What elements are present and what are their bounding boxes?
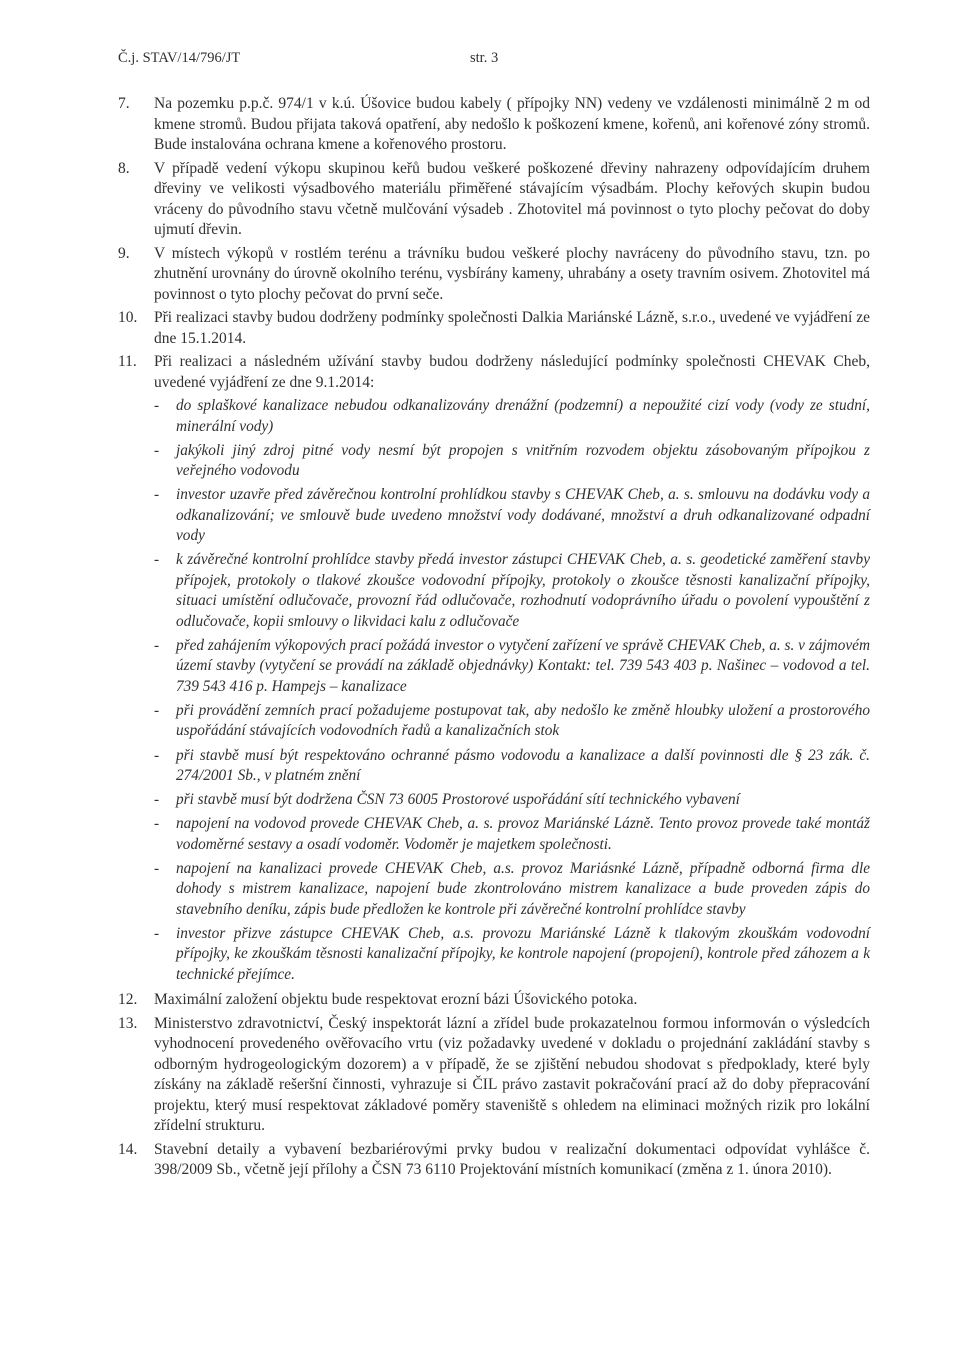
page-number: str. 3 — [470, 50, 499, 66]
list-dash: - — [154, 791, 160, 809]
item-number: 10. — [118, 309, 138, 326]
list-item — [154, 485, 870, 547]
list-item-text: investor uzavře před závěrečnou kontrolní prohlídkou stavby s CHEVAK Cheb, a. s. smlouvu na dodávku vody a odkanalizování; ve smlouvě bude uvedeno množství vody dodávané, množství a druh odkanalizované odpadní vody — [176, 486, 870, 545]
list-dash: - — [154, 486, 160, 504]
item-text: V místech výkopů v rostlém terénu a trávníku budou veškeré plochy navráceny do původního stavu, tzn. po zhutnění urovnány do úrovně okolního terénu, vysbírány kameny, uhrabány a osety travním osivem. Zhotovitel má povinnost o tyto plochy pečovat do první seče. — [154, 244, 870, 303]
list-item-text: napojení na vodovod provede CHEVAK Cheb, a. s. provoz Mariánské Lázně. Tento provoz provede také montáž vodoměrné sestavy a osadí vodoměr. Vodoměr je majetkem společnosti. — [176, 815, 870, 853]
list-dash: - — [154, 551, 160, 569]
list-item-text: napojení na kanalizaci provede CHEVAK Cheb, a.s. provoz Mariásnké Lázně, případně odborná firma dle dohody s mistrem kanalizace, napojení bude zkontrolováno mistrem kanalizace a bude proveden zápis do stavebního deníku, zápis bude předložen ke kontrole při závěrečné kontrolní prohlídce stavby — [176, 859, 870, 918]
list-dash: - — [154, 746, 160, 764]
condition-item-8 — [118, 159, 870, 241]
list-item — [154, 814, 870, 855]
item-text: Na pozemku p.p.č. 974/1 v k.ú. Úšovice budou kabely ( přípojky NN) vedeny ve vzdálenosti minimálně 2 m od kmene stromů. Budou přijata taková opatření, aby nedošlo k poškození kmene, kořenů, ani kořenové zóny stromů. Bude instalována ochrana kmene a kořenového prostoru. — [154, 95, 870, 153]
list-dash: - — [154, 924, 160, 942]
chevak-conditions-list — [154, 396, 870, 985]
condition-item-9 — [118, 244, 870, 306]
list-item-text: jakýkoli jiný zdroj pitné vody nesmí být propojen s vnitřním rozvodem objektu zásobovaným přípojkou z veřejného vodovodu — [176, 441, 870, 480]
list-item — [154, 790, 870, 811]
list-item — [154, 550, 870, 632]
item-number: 8. — [118, 159, 130, 177]
item-number: 7. — [118, 95, 130, 112]
list-item-text: do splaškové kanalizace nebudou odkanalizovány drenážní (podzemní) a nepoužité cizí vody (vody ze studní, minerální vody) — [176, 397, 870, 435]
item-text: Při realizaci a následném užívání stavby budou dodrženy následující podmínky společnosti CHEVAK Cheb, uvedené vyjádření ze dne 9.1.2014: — [154, 353, 870, 391]
list-dash: - — [154, 441, 160, 459]
item-number: 9. — [118, 244, 130, 262]
condition-item-13 — [118, 1014, 870, 1137]
item-number: 14. — [118, 1140, 138, 1158]
list-item-text: k závěrečné kontrolní prohlídce stavby předá investor zástupci CHEVAK Cheb, a. s. geodetické zaměření stavby přípojek, protokoly o tlakové zkoušce vodovodní přípojky, protokoly o zkoušce těsnosti kanalizační přípojky, situaci umístění odlučovače, provozní řád odlučovače, rozhodnutí vodoprávního úřadu o povolení vypouštění z odlučovače, kopii smlouvy o likvidaci kalu z odlučovače — [176, 551, 870, 630]
list-item-text: při stavbě musí být dodržena ČSN 73 6005 Prostorové uspořádání sítí technického vybavení — [176, 791, 740, 809]
item-text: Při realizaci stavby budou dodrženy podmínky společnosti Dalkia Mariánské Lázně, s.r.o., uvedené ve vyjádření ze dne 15.1.2014. — [154, 309, 870, 347]
condition-item-11 — [118, 352, 870, 985]
list-item — [154, 636, 870, 698]
conditions-list — [118, 94, 870, 1184]
condition-item-10 — [118, 308, 870, 349]
list-item — [154, 746, 870, 787]
list-item-text: investor přizve zástupce CHEVAK Cheb, a.s. provozu Mariánské Lázně k tlakovým zkouškám vodovodní přípojky, ke zkouškám těsnosti kanalizační přípojky, ke kontrole napojení (propojení), kontrole před záhozem a k technické přejímce. — [176, 924, 870, 983]
item-number: 13. — [118, 1014, 138, 1032]
list-item — [154, 441, 870, 482]
item-number: 12. — [118, 991, 138, 1009]
list-item — [154, 396, 870, 437]
list-item-text: při stavbě musí být respektováno ochranné pásmo vodovodu a kanalizace a další povinnosti dle § 23 zák. č. 274/2001 Sb., v platném znění — [176, 746, 870, 785]
list-item — [154, 924, 870, 986]
condition-item-7 — [118, 94, 870, 156]
list-dash: - — [154, 397, 160, 414]
list-item — [154, 701, 870, 742]
condition-item-14 — [118, 1140, 870, 1181]
item-text: Stavební detaily a vybavení bezbariérovými prvky budou v realizační dokumentaci odpovídat vyhlášce č. 398/2009 Sb., včetně její přílohy a ČSN 73 6110 Projektování místních komunikací (změna z 1. února 2010). — [154, 1140, 870, 1179]
list-dash: - — [154, 859, 160, 877]
item-text: Maximální založení objektu bude respektovat erozní bázi Úšovického potoka. — [154, 991, 638, 1009]
item-number: 11. — [118, 353, 137, 370]
list-item — [154, 859, 870, 921]
document-reference: Č.j. STAV/14/796/JT — [118, 50, 241, 66]
list-item-text: před zahájením výkopových prací požádá investor o vytyčení zařízení ve správě CHEVAK Cheb, a. s. v zájmovém území stavby (vytyčení se provádí na základě objednávky) Kontakt: tel. 739 543 403 p. Našinec – vodovod a tel. 739 543 416 p. Hampejs – kanalizace — [176, 636, 870, 695]
item-text: Ministerstvo zdravotnictví, Český inspektorát lázní a zřídel bude prokazatelnou formou informován o výsledcích vyhodnocení provedeného ověřovacího vrtu (viz požadavky uvedené v dokladu o projednání zakládání stavby s odborným hydrogeologickým dozorem) a v případě, že se zjištění nebudou shodovat s předpoklady, které byly získány na základě rešeršní činnosti, vyhrazuje si ČIL právo zastavit pokračování prací až do doby přepracování projektu, který musí respektovat základové poměry staveniště s ohledem na eliminaci možných rizik pro lokální zřídelní strukturu. — [154, 1014, 870, 1135]
item-text: V případě vedení výkopu skupinou keřů budou veškeré poškozené dřeviny nahrazeny odpovídajícím druhem dřeviny ve velikosti výsadbového materiálu přiměřené stávajícím výsadbám. Plochy keřových skupin budou vráceny do původního stavu včetně mulčování výsadeb . Zhotovitel má povinnost o tyto plochy pečovat do doby ujmutí dřevin. — [154, 159, 870, 238]
list-dash: - — [154, 636, 160, 654]
list-dash: - — [154, 701, 160, 719]
list-dash: - — [154, 815, 160, 833]
list-item-text: při provádění zemních prací požadujeme postupovat tak, aby nedošlo ke změně hloubky uložení a prostorového uspořádání stávajících vodovodních řadů a kanalizačních stok — [176, 701, 870, 740]
condition-item-12 — [118, 990, 870, 1011]
